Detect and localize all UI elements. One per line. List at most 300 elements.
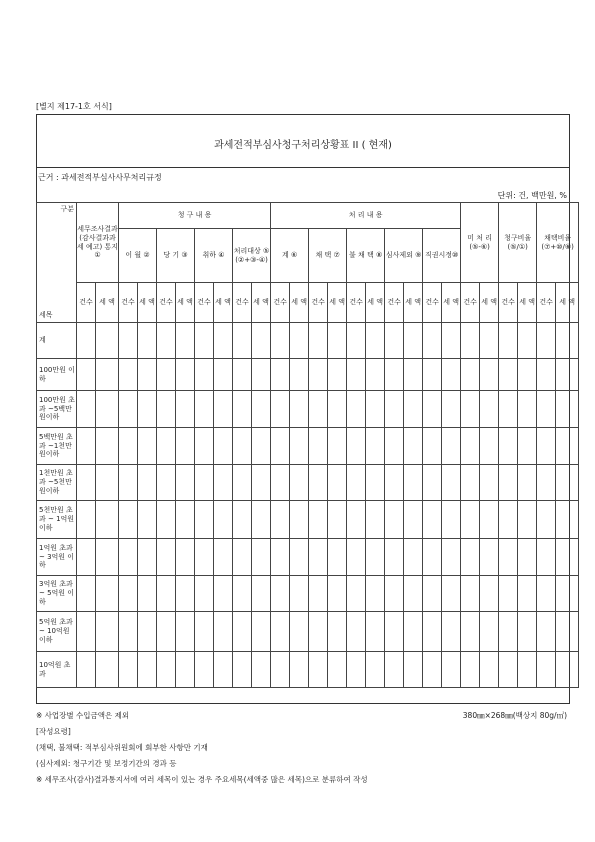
data-cell[interactable] — [518, 465, 537, 501]
data-cell[interactable] — [252, 465, 271, 501]
data-cell[interactable] — [347, 465, 366, 501]
data-cell[interactable] — [271, 359, 290, 391]
data-cell[interactable] — [290, 576, 309, 612]
data-cell[interactable] — [138, 465, 157, 501]
data-cell[interactable] — [328, 428, 347, 465]
data-cell[interactable] — [119, 391, 138, 428]
data-cell[interactable] — [537, 652, 556, 688]
data-cell[interactable] — [366, 501, 385, 539]
sub-header-amount: 세 액 — [214, 283, 233, 323]
data-cell[interactable] — [138, 359, 157, 391]
data-cell[interactable] — [309, 612, 328, 652]
data-cell[interactable] — [442, 539, 461, 576]
data-cell[interactable] — [157, 323, 176, 359]
data-cell[interactable] — [176, 612, 195, 652]
sub-header-count: 건수 — [347, 283, 366, 323]
data-cell[interactable] — [423, 652, 442, 688]
data-cell[interactable] — [385, 612, 404, 652]
data-cell[interactable] — [176, 501, 195, 539]
data-cell[interactable] — [96, 612, 119, 652]
table-row — [37, 539, 579, 576]
table-row — [37, 652, 579, 688]
group-process: 처 리 내 용 — [271, 203, 461, 229]
unit-text: 단위: 건, 백만원, % — [497, 191, 567, 200]
table-row — [37, 428, 579, 465]
data-cell[interactable] — [347, 391, 366, 428]
data-cell[interactable] — [556, 391, 579, 428]
data-cell[interactable] — [537, 501, 556, 539]
corner-top: 구분 — [60, 205, 74, 213]
data-cell[interactable] — [518, 612, 537, 652]
data-cell[interactable] — [461, 428, 480, 465]
sub-header-count: 건수 — [77, 283, 96, 323]
data-cell[interactable] — [271, 323, 290, 359]
data-cell[interactable] — [556, 359, 579, 391]
data-cell[interactable] — [77, 501, 96, 539]
row-label: 1천만원 초과 ~5천만원이하 — [37, 465, 77, 501]
data-cell[interactable] — [404, 539, 423, 576]
data-cell[interactable] — [176, 323, 195, 359]
data-cell[interactable] — [214, 465, 233, 501]
data-cell[interactable] — [290, 465, 309, 501]
data-cell[interactable] — [480, 323, 499, 359]
data-cell[interactable] — [176, 576, 195, 612]
data-cell[interactable] — [347, 359, 366, 391]
data-cell[interactable] — [480, 652, 499, 688]
data-cell[interactable] — [271, 501, 290, 539]
data-cell[interactable] — [138, 652, 157, 688]
data-cell[interactable] — [214, 323, 233, 359]
data-cell[interactable] — [309, 652, 328, 688]
data-cell[interactable] — [499, 428, 518, 465]
data-cell[interactable] — [96, 391, 119, 428]
data-cell[interactable] — [461, 465, 480, 501]
data-cell[interactable] — [518, 501, 537, 539]
data-cell[interactable] — [96, 428, 119, 465]
data-cell[interactable] — [556, 612, 579, 652]
data-cell[interactable] — [77, 576, 96, 612]
data-cell[interactable] — [96, 359, 119, 391]
data-cell[interactable] — [556, 576, 579, 612]
data-cell[interactable] — [328, 539, 347, 576]
data-cell[interactable] — [442, 391, 461, 428]
data-cell[interactable] — [499, 576, 518, 612]
data-cell[interactable] — [347, 501, 366, 539]
data-cell[interactable] — [195, 428, 214, 465]
data-cell[interactable] — [233, 391, 252, 428]
data-cell[interactable] — [252, 612, 271, 652]
data-cell[interactable] — [385, 323, 404, 359]
data-cell[interactable] — [537, 465, 556, 501]
data-cell[interactable] — [96, 501, 119, 539]
data-cell[interactable] — [233, 323, 252, 359]
data-cell[interactable] — [252, 652, 271, 688]
data-cell[interactable] — [404, 323, 423, 359]
data-cell[interactable] — [366, 323, 385, 359]
data-cell[interactable] — [347, 652, 366, 688]
data-cell[interactable] — [499, 539, 518, 576]
data-cell[interactable] — [537, 428, 556, 465]
data-cell[interactable] — [252, 501, 271, 539]
data-cell[interactable] — [442, 428, 461, 465]
sub-header-count: 건수 — [157, 283, 176, 323]
data-cell[interactable] — [176, 428, 195, 465]
data-cell[interactable] — [518, 652, 537, 688]
data-cell[interactable] — [442, 652, 461, 688]
sub-header-amount: 세 액 — [328, 283, 347, 323]
data-cell[interactable] — [77, 465, 96, 501]
data-cell[interactable] — [176, 465, 195, 501]
data-cell[interactable] — [366, 539, 385, 576]
data-cell[interactable] — [537, 612, 556, 652]
data-cell[interactable] — [176, 539, 195, 576]
data-cell[interactable] — [461, 501, 480, 539]
data-cell[interactable] — [328, 391, 347, 428]
data-cell[interactable] — [480, 391, 499, 428]
data-cell[interactable] — [214, 428, 233, 465]
data-cell[interactable] — [119, 501, 138, 539]
data-cell[interactable] — [252, 391, 271, 428]
data-cell[interactable] — [385, 576, 404, 612]
data-cell[interactable] — [499, 323, 518, 359]
data-cell[interactable] — [366, 465, 385, 501]
data-cell[interactable] — [271, 612, 290, 652]
data-cell[interactable] — [347, 428, 366, 465]
data-cell[interactable] — [309, 323, 328, 359]
data-cell[interactable] — [404, 391, 423, 428]
data-cell[interactable] — [385, 539, 404, 576]
data-cell[interactable] — [480, 539, 499, 576]
data-cell[interactable] — [328, 323, 347, 359]
data-cell[interactable] — [214, 501, 233, 539]
data-cell[interactable] — [518, 428, 537, 465]
data-cell[interactable] — [214, 539, 233, 576]
data-cell[interactable] — [195, 465, 214, 501]
col-header-11: 미 처 리 (⑤-⑥) — [461, 203, 499, 283]
data-cell[interactable] — [461, 539, 480, 576]
data-cell[interactable] — [119, 465, 138, 501]
data-cell[interactable] — [461, 359, 480, 391]
data-cell[interactable] — [138, 612, 157, 652]
data-cell[interactable] — [271, 576, 290, 612]
data-cell[interactable] — [157, 501, 176, 539]
data-cell[interactable] — [233, 465, 252, 501]
data-cell[interactable] — [461, 576, 480, 612]
data-cell[interactable] — [518, 539, 537, 576]
data-cell[interactable] — [385, 359, 404, 391]
data-cell[interactable] — [138, 501, 157, 539]
data-cell[interactable] — [442, 323, 461, 359]
data-cell[interactable] — [119, 359, 138, 391]
data-cell[interactable] — [537, 359, 556, 391]
data-cell[interactable] — [347, 539, 366, 576]
data-cell[interactable] — [366, 576, 385, 612]
data-cell[interactable] — [96, 652, 119, 688]
data-cell[interactable] — [157, 359, 176, 391]
data-cell[interactable] — [214, 576, 233, 612]
data-cell[interactable] — [252, 359, 271, 391]
data-cell[interactable] — [404, 576, 423, 612]
data-cell[interactable] — [233, 428, 252, 465]
data-cell[interactable] — [271, 465, 290, 501]
data-cell[interactable] — [214, 359, 233, 391]
data-cell[interactable] — [138, 576, 157, 612]
data-cell[interactable] — [271, 428, 290, 465]
data-cell[interactable] — [290, 359, 309, 391]
data-cell[interactable] — [176, 359, 195, 391]
data-cell[interactable] — [556, 501, 579, 539]
data-cell[interactable] — [195, 359, 214, 391]
data-cell[interactable] — [442, 612, 461, 652]
data-cell[interactable] — [366, 391, 385, 428]
guide-line-2: (심사제외: 청구기간 및 보정기간의 경과 등 — [36, 759, 177, 768]
data-cell[interactable] — [480, 465, 499, 501]
data-cell[interactable] — [252, 323, 271, 359]
data-cell[interactable] — [480, 576, 499, 612]
data-cell[interactable] — [556, 428, 579, 465]
data-cell[interactable] — [328, 576, 347, 612]
sub-header-amount: 세 액 — [252, 283, 271, 323]
title-divider — [36, 167, 570, 168]
data-cell[interactable] — [423, 612, 442, 652]
data-cell[interactable] — [328, 652, 347, 688]
page-title: 과세전적부심사청구처리상황표 II ( 현재) — [214, 140, 392, 151]
data-cell[interactable] — [309, 576, 328, 612]
col-header-6: 계 ⑥ — [271, 229, 309, 283]
data-cell[interactable] — [290, 323, 309, 359]
data-cell[interactable] — [96, 576, 119, 612]
data-cell[interactable] — [480, 501, 499, 539]
data-cell[interactable] — [157, 539, 176, 576]
data-cell[interactable] — [77, 391, 96, 428]
data-cell[interactable] — [195, 652, 214, 688]
data-cell[interactable] — [271, 391, 290, 428]
col-header-12: 청구비율 (⑤/①) — [499, 203, 537, 283]
data-cell[interactable] — [480, 428, 499, 465]
data-cell[interactable] — [347, 612, 366, 652]
data-cell[interactable] — [138, 323, 157, 359]
data-cell[interactable] — [423, 391, 442, 428]
data-cell[interactable] — [214, 652, 233, 688]
data-cell[interactable] — [119, 652, 138, 688]
data-cell[interactable] — [461, 323, 480, 359]
data-cell[interactable] — [423, 501, 442, 539]
data-cell[interactable] — [252, 576, 271, 612]
guide-title: [작성요령] — [36, 727, 71, 736]
data-cell[interactable] — [385, 391, 404, 428]
data-cell[interactable] — [309, 428, 328, 465]
data-cell[interactable] — [271, 652, 290, 688]
data-cell[interactable] — [423, 428, 442, 465]
data-cell[interactable] — [176, 652, 195, 688]
data-cell[interactable] — [77, 359, 96, 391]
data-cell[interactable] — [556, 652, 579, 688]
data-cell[interactable] — [77, 539, 96, 576]
data-cell[interactable] — [480, 359, 499, 391]
data-cell[interactable] — [309, 391, 328, 428]
data-cell[interactable] — [537, 539, 556, 576]
sub-header-count: 건수 — [423, 283, 442, 323]
data-cell[interactable] — [176, 391, 195, 428]
data-cell[interactable] — [442, 465, 461, 501]
data-cell[interactable] — [119, 612, 138, 652]
data-cell[interactable] — [328, 359, 347, 391]
data-cell[interactable] — [233, 359, 252, 391]
data-cell[interactable] — [119, 539, 138, 576]
data-cell[interactable] — [290, 652, 309, 688]
data-cell[interactable] — [328, 501, 347, 539]
data-cell[interactable] — [157, 576, 176, 612]
data-cell[interactable] — [366, 612, 385, 652]
data-cell[interactable] — [556, 323, 579, 359]
col-header-3: 당 기 ③ — [157, 229, 195, 283]
corner-header — [37, 203, 77, 323]
data-cell[interactable] — [518, 359, 537, 391]
data-cell[interactable] — [423, 576, 442, 612]
data-cell[interactable] — [290, 428, 309, 465]
data-cell[interactable] — [480, 612, 499, 652]
data-cell[interactable] — [96, 539, 119, 576]
table-row — [37, 465, 579, 501]
data-cell[interactable] — [499, 359, 518, 391]
data-cell[interactable] — [499, 652, 518, 688]
data-cell[interactable] — [157, 465, 176, 501]
data-cell[interactable] — [157, 391, 176, 428]
data-cell[interactable] — [461, 652, 480, 688]
data-cell[interactable] — [96, 323, 119, 359]
data-cell[interactable] — [214, 391, 233, 428]
data-cell[interactable] — [119, 323, 138, 359]
data-cell[interactable] — [537, 391, 556, 428]
data-cell[interactable] — [252, 428, 271, 465]
data-cell[interactable] — [233, 576, 252, 612]
data-cell[interactable] — [195, 501, 214, 539]
data-cell[interactable] — [328, 612, 347, 652]
data-cell[interactable] — [499, 501, 518, 539]
data-cell[interactable] — [157, 612, 176, 652]
col-header-7: 채 택 ⑦ — [309, 229, 347, 283]
data-cell[interactable] — [309, 539, 328, 576]
data-cell[interactable] — [404, 612, 423, 652]
data-cell[interactable] — [195, 539, 214, 576]
data-cell[interactable] — [499, 465, 518, 501]
sub-header-amount: 세 액 — [366, 283, 385, 323]
data-cell[interactable] — [119, 428, 138, 465]
data-cell[interactable] — [385, 465, 404, 501]
data-cell[interactable] — [290, 612, 309, 652]
data-cell[interactable] — [461, 612, 480, 652]
data-cell[interactable] — [537, 323, 556, 359]
data-cell[interactable] — [233, 612, 252, 652]
data-cell[interactable] — [138, 428, 157, 465]
sub-header-count: 건수 — [309, 283, 328, 323]
data-cell[interactable] — [195, 323, 214, 359]
data-cell[interactable] — [423, 359, 442, 391]
data-cell[interactable] — [309, 359, 328, 391]
col-header-4: 취하 ④ — [195, 229, 233, 283]
data-cell[interactable] — [442, 359, 461, 391]
table-row — [37, 612, 579, 652]
data-cell[interactable] — [556, 465, 579, 501]
data-cell[interactable] — [157, 652, 176, 688]
sub-header-count: 건수 — [119, 283, 138, 323]
row-label: 1억원 초과 ~ 3억원 이하 — [37, 539, 77, 576]
data-cell[interactable] — [499, 391, 518, 428]
data-cell[interactable] — [404, 428, 423, 465]
row-label: 100만원 이하 — [37, 359, 77, 391]
data-cell[interactable] — [233, 501, 252, 539]
data-cell[interactable] — [233, 539, 252, 576]
data-cell[interactable] — [423, 323, 442, 359]
data-cell[interactable] — [385, 652, 404, 688]
data-cell[interactable] — [404, 501, 423, 539]
data-cell[interactable] — [518, 323, 537, 359]
data-cell[interactable] — [366, 652, 385, 688]
data-cell[interactable] — [518, 576, 537, 612]
data-cell[interactable] — [233, 652, 252, 688]
data-cell[interactable] — [556, 539, 579, 576]
data-cell[interactable] — [77, 428, 96, 465]
table-row — [37, 391, 579, 428]
data-cell[interactable] — [423, 465, 442, 501]
data-cell[interactable] — [138, 391, 157, 428]
data-cell[interactable] — [499, 612, 518, 652]
data-cell[interactable] — [290, 391, 309, 428]
data-cell[interactable] — [119, 576, 138, 612]
data-cell[interactable] — [96, 465, 119, 501]
data-cell[interactable] — [195, 576, 214, 612]
data-cell[interactable] — [157, 428, 176, 465]
data-cell[interactable] — [77, 652, 96, 688]
data-cell[interactable] — [385, 428, 404, 465]
guide-line-3: ※ 세무조사(감사)결과통지서에 여러 세목이 있는 경우 주요세목(세액중 많은 세목)으로 분류하여 작성 — [36, 775, 368, 784]
data-cell[interactable] — [442, 501, 461, 539]
data-cell[interactable] — [252, 539, 271, 576]
data-cell[interactable] — [366, 359, 385, 391]
data-cell[interactable] — [214, 612, 233, 652]
data-cell[interactable] — [195, 391, 214, 428]
data-cell[interactable] — [309, 501, 328, 539]
data-cell[interactable] — [404, 465, 423, 501]
data-cell[interactable] — [404, 359, 423, 391]
sub-header-amount: 세 액 — [96, 283, 119, 323]
data-cell[interactable] — [347, 323, 366, 359]
sub-header-amount: 세 액 — [138, 283, 157, 323]
data-cell[interactable] — [290, 501, 309, 539]
data-cell[interactable] — [366, 428, 385, 465]
data-cell[interactable] — [423, 539, 442, 576]
data-cell[interactable] — [271, 539, 290, 576]
group-claim: 청 구 내 용 — [119, 203, 271, 229]
data-cell[interactable] — [347, 576, 366, 612]
data-cell[interactable] — [77, 612, 96, 652]
form-label: [별지 제17-1호 서식] — [36, 102, 112, 111]
sub-header-amount: 세 액 — [518, 283, 537, 323]
sub-header-count: 건수 — [233, 283, 252, 323]
data-cell[interactable] — [195, 612, 214, 652]
data-cell[interactable] — [138, 539, 157, 576]
data-cell[interactable] — [309, 465, 328, 501]
data-cell[interactable] — [518, 391, 537, 428]
data-cell[interactable] — [461, 391, 480, 428]
data-cell[interactable] — [77, 323, 96, 359]
data-cell[interactable] — [290, 539, 309, 576]
data-cell[interactable] — [404, 652, 423, 688]
data-cell[interactable] — [537, 576, 556, 612]
data-cell[interactable] — [385, 501, 404, 539]
data-cell[interactable] — [442, 576, 461, 612]
data-cell[interactable] — [328, 465, 347, 501]
